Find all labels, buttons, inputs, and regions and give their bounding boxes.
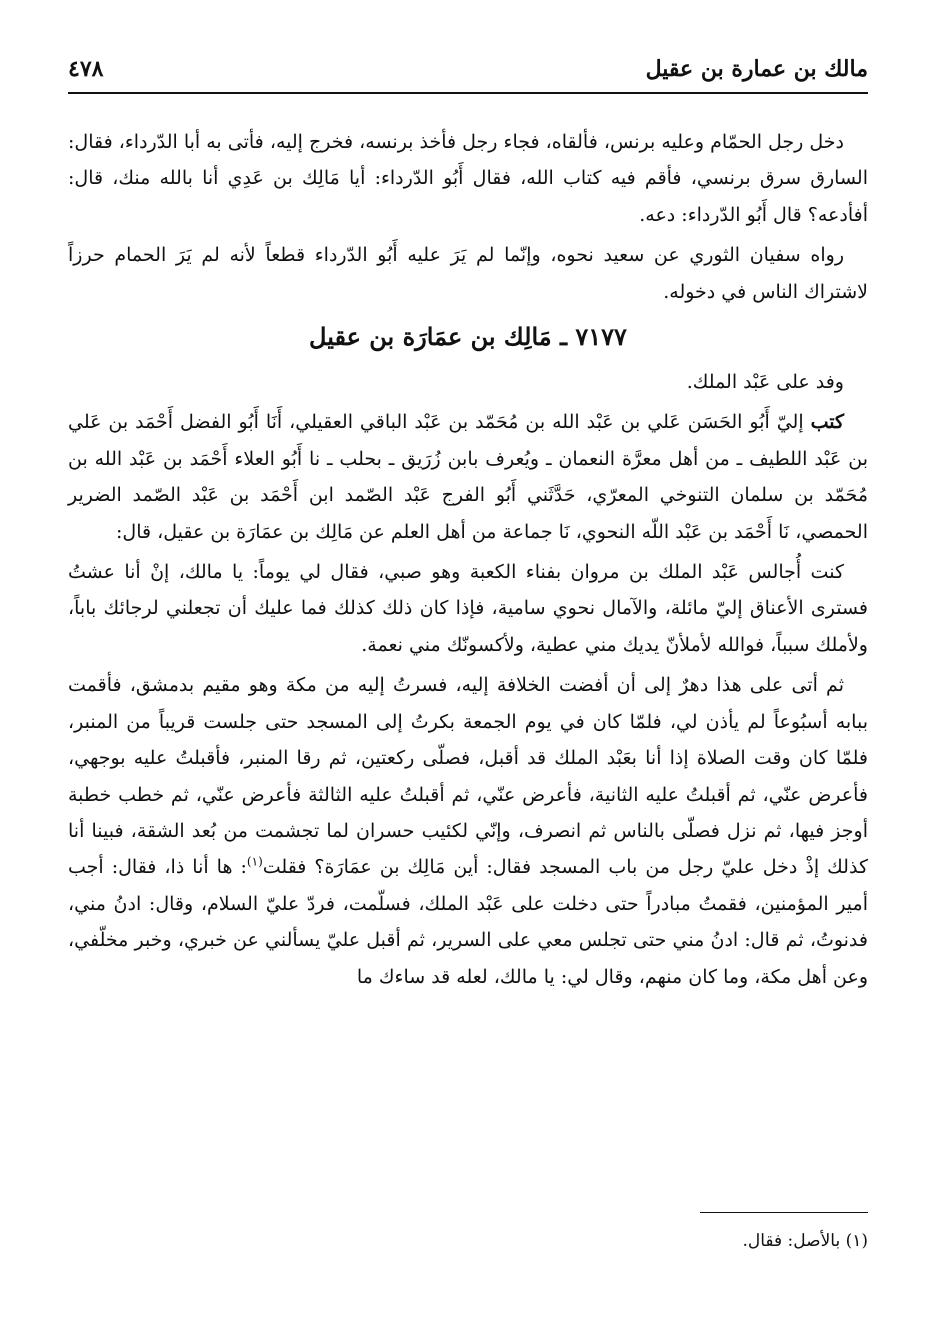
footnote: (١) بالأصل: فقال. — [742, 1231, 868, 1251]
paragraph-wafd: وفد على عَبْد الملك. — [686, 371, 844, 394]
main-text — [68, 124, 868, 995]
paragraph-isnad — [68, 404, 868, 550]
story-text-b: : ها أنا ذا، فقال: أجب أمير المؤمنين، فقمتُ مبادراً حتى دخلت على عَبْد الملك، فسلّمت، فردّ عليّ السلام، وقال: ادنُ مني، فدنوتُ، ثم قال: ادنُ مني حتى تجلس معي على السرير، ثم أقبل عليّ يسألني عن خبري، وخبر مخلّفي، وعن أهل مكة، وما كان منهم، وقال لي: يا مالك، لعله قد ساءك ما — [68, 856, 868, 988]
paragraph-hadith: دخل رجل الحمّام وعليه برنس، فألقاه، فجاء رجل فأخذ برنسه، فخرج إليه، فأتى به أبا الدّرداء، فقال: السارق سرق برنسي، فأقم فيه كتاب الله، فقال أَبُو الدّرداء: أيا مَالِك بن عَدِي أنا بالله منك، قال: أفأدعه؟ قال أَبُو الدّرداء: دعه. — [68, 131, 868, 226]
footnote-marker[interactable]: (١) — [246, 854, 263, 869]
page-number: ٤٧٨ — [68, 56, 104, 82]
footnote-divider — [700, 1212, 868, 1213]
paragraph-story-2 — [68, 667, 868, 995]
page-header — [68, 50, 868, 94]
running-title: مالك بن عمارة بن عقيل — [645, 56, 868, 82]
story-text-a: ثم أتى على هذا دهرٌ إلى أن أفضت الخلافة إليه، فسرتُ إليه من مكة وهو مقيم بدمشق، فأقمت ببابه أسبُوعاً لم يأذن لي، فلمّا كان في يوم الجمعة بكرتُ إلى المسجد حتى جلست قريباً من المنبر، فلمّا كان وقت الصلاة إذا أنا بعَبْد الملك قد أقبل، فصلّى ركعتين، ثم رقا المنبر، فأقبلتُ عليه بوجهي، فأعرض عنّي، ثم أقبلتُ عليه الثانية، فأعرض عنّي، ثم أقبلتُ عليه الثالثة فأعرض عنّي، ثم خطب خطبة أوجز فيها، ثم نزل فصلّى بالناس ثم انصرف، وإنّي لكئيب حسران لما تجشمت من بُعد الشقة، فبينا أنا كذلك إذْ دخل عليّ رجل من باب المسجد فقال: أين مَالِك بن عمَارَة؟ فقلت — [68, 674, 868, 879]
entry-heading: ٧١٧٧ ـ مَالِك بن عمَارَة بن عقيل — [309, 322, 627, 352]
isnad-text: إليّ أَبُو الحَسَن عَلي بن عَبْد الله بن مُحَمّد بن عَبْد الباقي العقيلي، أَنَا أَبُو الفضل أَحْمَد بن عَلي بن عَبْد اللطيف ـ من أهل معرَّة النعمان ـ ويُعرف بابن زُرَيق ـ بحلب ـ نا أَبُو العلاء أَحْمَد بن عَبْد الله بن مُحَمّد بن سلمان التنوخي المعرّي، حَدَّثَني أَبُو الفرج عَبْد الصّمد ابن أَحْمَد بن عَبْد الصّمد الضرير الحمصي، نَا أَحْمَد بن عَبْد اللّه النحوي، نَا جماعة من أهل العلم عن مَالِك بن عمَارَة بن عقيل، قال: — [68, 411, 868, 543]
paragraph-story-1: كنت أُجالس عَبْد الملك بن مروان بفناء الكعبة وهو صبي، فقال لي يوماً: يا مالك، إنْ أنا عشتُ فسترى الأعناق إليّ مائلة، والآمال نحوي سامية، فإذا كان ذلك كذلك فما عليك أن تجعلني لرجائك باباً، ولأملك سبباً، فوالله لأملأنّ يديك مني عطية، ولأكسونّك مني نعمة. — [68, 561, 868, 656]
paragraph-riwaya: رواه سفيان الثوري عن سعيد نحوه، وإنّما لم يَرَ عليه أَبُو الدّرداء قطعاً لأنه لم يَرَ الحمام حرزاً لاشتراك الناس في دخوله. — [68, 244, 868, 303]
kataba-lead-word: كتب — [810, 411, 844, 434]
